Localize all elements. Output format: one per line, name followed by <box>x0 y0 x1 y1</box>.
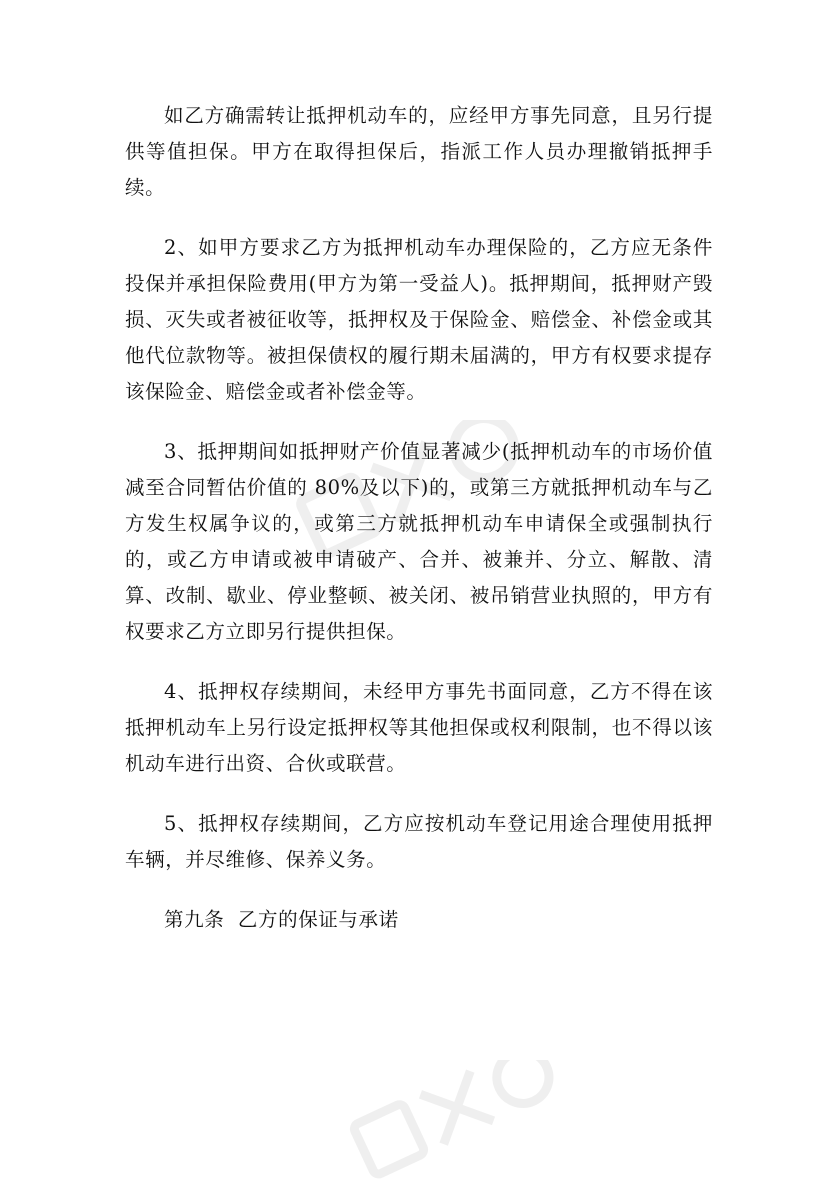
paragraph-clause-2-insurance: 2、如甲方要求乙方为抵押机动车办理保险的，乙方应无条件投保并承担保险费用(甲方为第一受益人)。抵押期间，抵押财产毁损、灭失或者被征收等，抵押权及于保险金、赔偿金、补偿金或其他代位款物等。被担保债权的履行期未届满的，甲方有权要求提存该保险金、赔偿金或者补偿金等。 <box>125 236 713 403</box>
document-body <box>125 98 713 938</box>
section-heading-article-9: 第九条 乙方的保证与承诺 <box>164 908 399 931</box>
paragraph-clause-3-value-decrease: 3、抵押期间如抵押财产价值显著减少(抵押机动车的市场价值减至合同暂估价值的 80%及以下)的，或第三方就抵押机动车与乙方发生权属争议的，或第三方就抵押机动车申请保全或强制执行的，或乙方申请或被申请破产、合并、被兼并、分立、解散、清算、改制、歇业、停业整顿、被关闭、被吊销营业执照的，甲方有权要求乙方立即另行提供担保。 <box>125 440 713 643</box>
paragraph-clause-4-restrictions: 4、抵押权存续期间，未经甲方事先书面同意，乙方不得在该抵押机动车上另行设定抵押权等其他担保或权利限制，也不得以该机动车进行出资、合伙或联营。 <box>125 680 713 775</box>
paragraph-transfer-clause: 如乙方确需转让抵押机动车的，应经甲方事先同意，且另行提供等值担保。甲方在取得担保后，指派工作人员办理撤销抵押手续。 <box>125 104 713 199</box>
watermark-graphic <box>330 1060 590 1180</box>
paragraph-clause-5-usage: 5、抵押权存续期间，乙方应按机动车登记用途合理使用抵押车辆，并尽维修、保养义务。 <box>125 812 713 871</box>
